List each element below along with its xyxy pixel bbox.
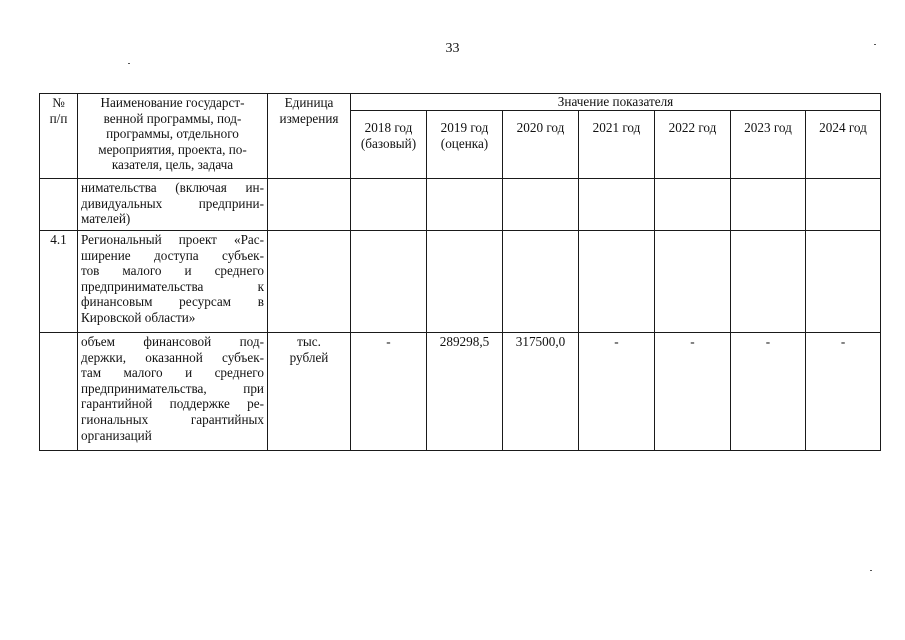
header-unit-line: Единица <box>284 95 334 110</box>
header-year-note: (базовый) <box>360 135 417 151</box>
row-name-line: держки, оказанной субъек- <box>81 349 264 365</box>
header-name-line: мероприятия, проекта, по- <box>98 141 247 157</box>
header-year-cell <box>351 111 427 179</box>
header-name-line: казателя, цель, задача <box>111 157 234 173</box>
table-row <box>40 179 881 231</box>
header-year-label: 2023 год <box>744 120 792 135</box>
row-num-cell <box>40 333 78 451</box>
row-value-cell: - <box>351 333 427 451</box>
row-name-line: финансовым ресурсам в <box>81 294 264 310</box>
page-number: 33 <box>445 41 460 56</box>
row-name-line: ширение доступа субъек- <box>81 247 264 263</box>
scan-speck <box>870 570 872 571</box>
header-year-label: 2024 год <box>819 120 867 135</box>
row-value-cell <box>427 231 503 333</box>
row-unit-line: тыс. <box>297 334 321 349</box>
header-year-label: 2018 год <box>364 120 413 135</box>
row-value-cell <box>427 179 503 231</box>
header-name-line: венной программы, под- <box>103 110 242 126</box>
row-name-line: там малого и среднего <box>81 365 264 381</box>
row-value-cell <box>351 179 427 231</box>
row-value-cell: 317500,0 <box>503 333 579 451</box>
row-name-line: объем финансовой под- <box>81 334 264 349</box>
row-num-cell <box>40 179 78 231</box>
header-year-label: 2021 год <box>592 120 641 135</box>
row-name-line: нимательства (включая ин- <box>81 180 264 195</box>
header-unit-line: измерения <box>279 110 339 126</box>
header-year-label: 2019 год <box>440 120 489 135</box>
row-name-line: тов малого и среднего <box>81 263 264 279</box>
header-unit-cell <box>268 94 351 179</box>
row-value-cell: - <box>806 333 881 451</box>
scan-speck <box>128 63 130 64</box>
header-num-line: п/п <box>49 110 68 126</box>
table-row <box>40 231 881 333</box>
header-name-line: Наименование государст- <box>100 95 245 110</box>
table-header-row <box>40 94 881 111</box>
table-row <box>40 333 881 451</box>
header-year-note: (оценка) <box>440 135 489 151</box>
row-value-cell <box>503 231 579 333</box>
row-name-line: предпринимательства к <box>81 278 264 294</box>
row-value-cell <box>655 179 731 231</box>
row-value-cell <box>351 231 427 333</box>
row-value-cell <box>655 231 731 333</box>
header-year-cell <box>579 111 655 179</box>
indicator-table <box>39 93 881 451</box>
row-name-cell <box>78 231 268 333</box>
row-name-line: гарантийной поддержке ре- <box>81 396 264 412</box>
row-unit-line: рублей <box>289 349 329 365</box>
row-value-cell <box>731 231 806 333</box>
row-value-cell <box>503 179 579 231</box>
row-value-cell: 289298,5 <box>427 333 503 451</box>
row-value-cell: - <box>731 333 806 451</box>
scan-speck <box>874 44 876 45</box>
row-unit-cell <box>268 179 351 231</box>
row-value-cell <box>806 179 881 231</box>
row-name-cell <box>78 179 268 231</box>
header-year-cell <box>731 111 806 179</box>
row-value-cell: - <box>655 333 731 451</box>
row-name-line: предпринимательства, при <box>81 380 264 396</box>
header-num-line: № <box>52 95 65 110</box>
header-num-cell <box>40 94 78 179</box>
row-name-line: дивидуальных предприни- <box>81 195 264 211</box>
row-value-cell: - <box>579 333 655 451</box>
row-value-cell <box>806 231 881 333</box>
header-name-cell <box>78 94 268 179</box>
row-value-cell <box>579 179 655 231</box>
row-name-line: Кировской области» <box>81 309 196 325</box>
header-value-group: Значение показателя <box>351 94 881 111</box>
header-year-cell <box>427 111 503 179</box>
row-name-line: организаций <box>81 427 152 443</box>
row-unit-cell <box>268 231 351 333</box>
row-value-cell <box>731 179 806 231</box>
row-unit-cell <box>268 333 351 451</box>
header-year-cell <box>503 111 579 179</box>
header-year-label: 2022 год <box>668 120 717 135</box>
header-year-cell <box>806 111 881 179</box>
row-value-cell <box>579 231 655 333</box>
row-num-cell: 4.1 <box>40 231 78 333</box>
header-year-label: 2020 год <box>516 120 565 135</box>
row-name-line: Региональный проект «Рас- <box>81 232 264 247</box>
header-name-line: программы, отдельного <box>106 126 239 142</box>
header-year-cell <box>655 111 731 179</box>
row-name-line: гиональных гарантийных <box>81 411 264 427</box>
row-name-cell <box>78 333 268 451</box>
row-name-line: мателей) <box>81 211 131 227</box>
